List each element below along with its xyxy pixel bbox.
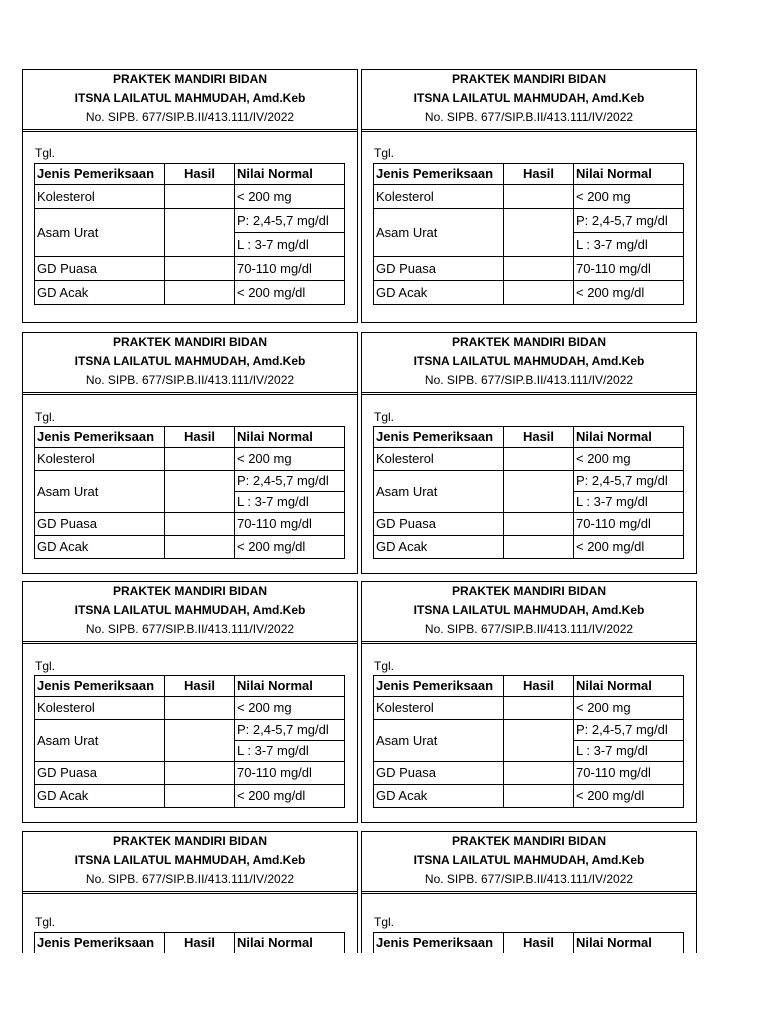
- header-divider-double: [362, 643, 696, 644]
- date-label: Tgl.: [35, 146, 56, 160]
- exam-name: GD Puasa: [35, 513, 165, 536]
- normal-value: < 200 mg: [574, 185, 684, 209]
- normal-value: < 200 mg/dl: [235, 281, 345, 305]
- result-cell[interactable]: [165, 513, 235, 536]
- normal-value-male: L : 3-7 mg/dl: [235, 233, 345, 257]
- normal-value: < 200 mg: [235, 697, 345, 720]
- lab-result-card: [22, 581, 358, 823]
- license-number: No. SIPB. 677/SIP.B.II/413.111/IV/2022: [85, 872, 295, 886]
- license-number: No. SIPB. 677/SIP.B.II/413.111/IV/2022: [424, 872, 634, 886]
- exam-name: GD Puasa: [374, 513, 504, 536]
- result-table: [34, 426, 345, 559]
- license-number: No. SIPB. 677/SIP.B.II/413.111/IV/2022: [85, 373, 295, 387]
- header-divider: [23, 392, 357, 393]
- table-row: [35, 536, 345, 559]
- result-cell[interactable]: [165, 185, 235, 209]
- result-table: [34, 675, 345, 808]
- table-row: [374, 697, 684, 720]
- table-row: [374, 785, 684, 808]
- normal-value: < 200 mg/dl: [574, 536, 684, 559]
- table-row: [374, 281, 684, 305]
- card-header: [23, 832, 357, 891]
- card-header: [362, 333, 696, 392]
- lab-result-card: [22, 831, 358, 953]
- exam-name: GD Puasa: [35, 257, 165, 281]
- result-cell[interactable]: [165, 536, 235, 559]
- exam-name: Asam Urat: [374, 720, 504, 762]
- normal-value: < 200 mg: [235, 448, 345, 471]
- card-header: [362, 832, 696, 891]
- table-row: [35, 209, 345, 233]
- clinic-name: PRAKTEK MANDIRI BIDAN: [113, 584, 267, 598]
- table-row: [374, 257, 684, 281]
- table-row: [374, 448, 684, 471]
- midwife-name: ITSNA LAILATUL MAHMUDAH, Amd.Keb: [413, 853, 645, 867]
- column-header-result: Hasil: [165, 933, 235, 954]
- result-cell[interactable]: [504, 697, 574, 720]
- result-cell[interactable]: [504, 185, 574, 209]
- card-header: [362, 70, 696, 129]
- table-row: [35, 448, 345, 471]
- normal-value: < 200 mg/dl: [235, 536, 345, 559]
- result-table: [373, 163, 684, 305]
- header-divider: [23, 129, 357, 130]
- exam-name: GD Acak: [35, 281, 165, 305]
- header-divider-double: [23, 643, 357, 644]
- lab-result-card: [22, 69, 358, 323]
- midwife-name: ITSNA LAILATUL MAHMUDAH, Amd.Keb: [74, 853, 306, 867]
- column-header-normal: Nilai Normal: [574, 676, 684, 697]
- exam-name: Kolesterol: [374, 448, 504, 471]
- result-cell[interactable]: [504, 762, 574, 785]
- result-cell[interactable]: [504, 257, 574, 281]
- header-divider-double: [362, 893, 696, 894]
- result-cell[interactable]: [504, 720, 574, 762]
- result-cell[interactable]: [165, 257, 235, 281]
- table-header-row: [35, 164, 345, 185]
- header-divider: [23, 641, 357, 642]
- date-label: Tgl.: [374, 146, 395, 160]
- header-divider: [362, 129, 696, 130]
- result-cell[interactable]: [165, 471, 235, 513]
- column-header-normal: Nilai Normal: [235, 676, 345, 697]
- table-header-row: [374, 427, 684, 448]
- lab-result-card: [361, 332, 697, 574]
- exam-name: Kolesterol: [35, 185, 165, 209]
- header-divider-double: [23, 131, 357, 132]
- normal-value-male: L : 3-7 mg/dl: [574, 492, 684, 513]
- table-header-row: [374, 164, 684, 185]
- exam-name: Asam Urat: [374, 471, 504, 513]
- normal-value-female: P: 2,4-5,7 mg/dl: [235, 720, 345, 741]
- exam-name: Kolesterol: [374, 697, 504, 720]
- result-cell[interactable]: [165, 281, 235, 305]
- table-row: [35, 762, 345, 785]
- normal-value-female: P: 2,4-5,7 mg/dl: [235, 209, 345, 233]
- exam-name: GD Puasa: [374, 762, 504, 785]
- table-header-row: [35, 933, 345, 954]
- table-row: [35, 185, 345, 209]
- card-header: [23, 582, 357, 641]
- result-cell[interactable]: [504, 536, 574, 559]
- result-cell[interactable]: [504, 471, 574, 513]
- column-header-normal: Nilai Normal: [235, 164, 345, 185]
- exam-name: Asam Urat: [35, 471, 165, 513]
- normal-value: 70-110 mg/dl: [235, 513, 345, 536]
- normal-value: 70-110 mg/dl: [574, 257, 684, 281]
- result-cell[interactable]: [165, 448, 235, 471]
- table-row: [374, 209, 684, 233]
- midwife-name: ITSNA LAILATUL MAHMUDAH, Amd.Keb: [74, 354, 306, 368]
- date-label: Tgl.: [35, 915, 56, 929]
- table-header-row: [374, 676, 684, 697]
- result-cell[interactable]: [165, 209, 235, 257]
- midwife-name: ITSNA LAILATUL MAHMUDAH, Amd.Keb: [413, 354, 645, 368]
- date-label: Tgl.: [374, 659, 395, 673]
- license-number: No. SIPB. 677/SIP.B.II/413.111/IV/2022: [424, 373, 634, 387]
- exam-name: GD Acak: [35, 536, 165, 559]
- normal-value: 70-110 mg/dl: [574, 762, 684, 785]
- header-divider-double: [23, 893, 357, 894]
- normal-value: < 200 mg/dl: [235, 785, 345, 808]
- clinic-name: PRAKTEK MANDIRI BIDAN: [113, 834, 267, 848]
- column-header-exam: Jenis Pemeriksaan: [374, 676, 504, 697]
- date-label: Tgl.: [374, 410, 395, 424]
- table-row: [35, 257, 345, 281]
- normal-value-female: P: 2,4-5,7 mg/dl: [574, 209, 684, 233]
- midwife-name: ITSNA LAILATUL MAHMUDAH, Amd.Keb: [74, 91, 306, 105]
- exam-name: Kolesterol: [35, 448, 165, 471]
- column-header-normal: Nilai Normal: [574, 427, 684, 448]
- table-row: [374, 513, 684, 536]
- table-row: [35, 720, 345, 741]
- exam-name: Asam Urat: [35, 720, 165, 762]
- normal-value-male: L : 3-7 mg/dl: [574, 233, 684, 257]
- card-header: [362, 582, 696, 641]
- license-number: No. SIPB. 677/SIP.B.II/413.111/IV/2022: [424, 622, 634, 636]
- header-divider: [362, 891, 696, 892]
- column-header-result: Hasil: [504, 164, 574, 185]
- exam-name: GD Puasa: [374, 257, 504, 281]
- header-divider: [23, 891, 357, 892]
- column-header-exam: Jenis Pemeriksaan: [374, 164, 504, 185]
- date-label: Tgl.: [35, 410, 56, 424]
- normal-value: 70-110 mg/dl: [574, 513, 684, 536]
- result-cell[interactable]: [504, 209, 574, 257]
- table-row: [374, 720, 684, 741]
- date-label: Tgl.: [374, 915, 395, 929]
- column-header-exam: Jenis Pemeriksaan: [35, 676, 165, 697]
- result-cell[interactable]: [165, 762, 235, 785]
- result-cell[interactable]: [165, 785, 235, 808]
- normal-value-male: L : 3-7 mg/dl: [574, 741, 684, 762]
- column-header-exam: Jenis Pemeriksaan: [35, 427, 165, 448]
- card-header: [23, 333, 357, 392]
- clinic-name: PRAKTEK MANDIRI BIDAN: [452, 834, 606, 848]
- exam-name: Kolesterol: [35, 697, 165, 720]
- column-header-result: Hasil: [504, 933, 574, 954]
- result-cell[interactable]: [504, 513, 574, 536]
- normal-value-female: P: 2,4-5,7 mg/dl: [574, 471, 684, 492]
- table-row: [35, 281, 345, 305]
- column-header-result: Hasil: [504, 427, 574, 448]
- result-table: [34, 163, 345, 305]
- exam-name: GD Acak: [374, 536, 504, 559]
- normal-value-male: L : 3-7 mg/dl: [235, 492, 345, 513]
- column-header-exam: Jenis Pemeriksaan: [374, 427, 504, 448]
- clinic-name: PRAKTEK MANDIRI BIDAN: [452, 335, 606, 349]
- table-header-row: [35, 676, 345, 697]
- column-header-result: Hasil: [165, 676, 235, 697]
- midwife-name: ITSNA LAILATUL MAHMUDAH, Amd.Keb: [413, 603, 645, 617]
- column-header-normal: Nilai Normal: [574, 164, 684, 185]
- column-header-exam: Jenis Pemeriksaan: [35, 164, 165, 185]
- header-divider-double: [362, 131, 696, 132]
- column-header-exam: Jenis Pemeriksaan: [374, 933, 504, 954]
- table-header-row: [374, 933, 684, 954]
- table-row: [374, 762, 684, 785]
- result-cell[interactable]: [504, 785, 574, 808]
- column-header-normal: Nilai Normal: [574, 933, 684, 954]
- table-row: [35, 471, 345, 492]
- lab-result-card: [22, 332, 358, 574]
- column-header-result: Hasil: [504, 676, 574, 697]
- table-row: [374, 471, 684, 492]
- result-table: [34, 932, 345, 953]
- normal-value: < 200 mg/dl: [574, 281, 684, 305]
- table-row: [35, 697, 345, 720]
- card-header: [23, 70, 357, 129]
- result-cell[interactable]: [504, 281, 574, 305]
- midwife-name: ITSNA LAILATUL MAHMUDAH, Amd.Keb: [413, 91, 645, 105]
- header-divider-double: [23, 394, 357, 395]
- exam-name: Asam Urat: [35, 209, 165, 257]
- result-table: [373, 932, 684, 953]
- header-divider: [362, 641, 696, 642]
- column-header-normal: Nilai Normal: [235, 427, 345, 448]
- exam-name: GD Acak: [374, 785, 504, 808]
- clinic-name: PRAKTEK MANDIRI BIDAN: [113, 335, 267, 349]
- header-divider-double: [362, 394, 696, 395]
- column-header-normal: Nilai Normal: [235, 933, 345, 954]
- column-header-exam: Jenis Pemeriksaan: [35, 933, 165, 954]
- normal-value: < 200 mg: [235, 185, 345, 209]
- normal-value: 70-110 mg/dl: [235, 257, 345, 281]
- normal-value-male: L : 3-7 mg/dl: [235, 741, 345, 762]
- table-row: [35, 785, 345, 808]
- table-row: [374, 536, 684, 559]
- lab-result-card: [361, 581, 697, 823]
- result-cell[interactable]: [165, 697, 235, 720]
- clinic-name: PRAKTEK MANDIRI BIDAN: [452, 72, 606, 86]
- table-row: [35, 513, 345, 536]
- result-cell[interactable]: [504, 448, 574, 471]
- normal-value: < 200 mg: [574, 697, 684, 720]
- clinic-name: PRAKTEK MANDIRI BIDAN: [113, 72, 267, 86]
- date-label: Tgl.: [35, 659, 56, 673]
- license-number: No. SIPB. 677/SIP.B.II/413.111/IV/2022: [424, 110, 634, 124]
- column-header-result: Hasil: [165, 427, 235, 448]
- table-row: [374, 185, 684, 209]
- normal-value: < 200 mg/dl: [574, 785, 684, 808]
- result-cell[interactable]: [165, 720, 235, 762]
- result-table: [373, 675, 684, 808]
- midwife-name: ITSNA LAILATUL MAHMUDAH, Amd.Keb: [74, 603, 306, 617]
- normal-value-female: P: 2,4-5,7 mg/dl: [574, 720, 684, 741]
- normal-value-female: P: 2,4-5,7 mg/dl: [235, 471, 345, 492]
- license-number: No. SIPB. 677/SIP.B.II/413.111/IV/2022: [85, 622, 295, 636]
- table-header-row: [35, 427, 345, 448]
- exam-name: Kolesterol: [374, 185, 504, 209]
- exam-name: GD Puasa: [35, 762, 165, 785]
- exam-name: GD Acak: [35, 785, 165, 808]
- lab-result-card: [361, 831, 697, 953]
- normal-value: 70-110 mg/dl: [235, 762, 345, 785]
- exam-name: GD Acak: [374, 281, 504, 305]
- column-header-result: Hasil: [165, 164, 235, 185]
- normal-value: < 200 mg: [574, 448, 684, 471]
- result-table: [373, 426, 684, 559]
- exam-name: Asam Urat: [374, 209, 504, 257]
- header-divider: [362, 392, 696, 393]
- clinic-name: PRAKTEK MANDIRI BIDAN: [452, 584, 606, 598]
- license-number: No. SIPB. 677/SIP.B.II/413.111/IV/2022: [85, 110, 295, 124]
- lab-result-card: [361, 69, 697, 323]
